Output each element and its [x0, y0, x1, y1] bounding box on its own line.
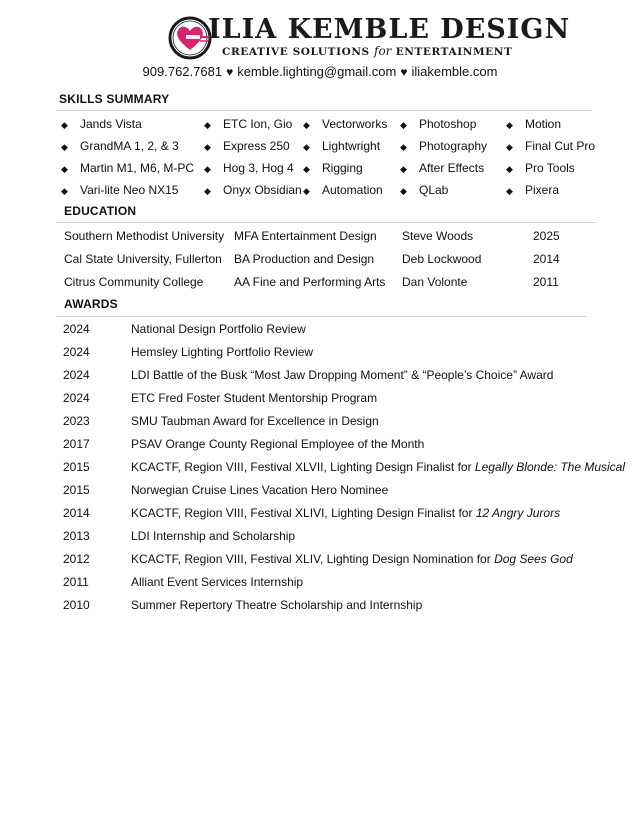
- diamond-bullet-icon: ◆: [61, 120, 68, 130]
- award-year: 2011: [63, 575, 89, 589]
- diamond-bullet-icon: ◆: [303, 164, 310, 174]
- award-year: 2014: [63, 506, 90, 520]
- skills-divider: [56, 110, 592, 111]
- award-text: LDI Battle of the Busk “Most Jaw Dropping Moment” & “People’s Choice” Award: [131, 368, 554, 382]
- edu-school: Southern Methodist University: [64, 229, 225, 243]
- edu-school: Cal State University, Fullerton: [64, 252, 222, 266]
- diamond-bullet-icon: ◆: [204, 164, 211, 174]
- skill-label: Jands Vista: [80, 117, 142, 131]
- phone-number[interactable]: 909.762.7681: [142, 64, 223, 79]
- award-row: [63, 436, 623, 452]
- heart-separator-icon: ♥: [400, 65, 408, 79]
- edu-advisor: Dan Volonte: [402, 275, 468, 289]
- award-row: [63, 367, 623, 383]
- skills-heading: SKILLS SUMMARY: [59, 92, 170, 106]
- skill-label: Lightwright: [322, 139, 381, 153]
- award-year: 2024: [63, 368, 90, 382]
- heart-separator-icon: ♥: [226, 65, 234, 79]
- award-description: [131, 436, 424, 452]
- award-year: 2023: [63, 414, 90, 428]
- skill-label: Vectorworks: [322, 117, 388, 131]
- award-text: KCACTF, Region VIII, Festival XLVII, Lighting Design Finalist for: [131, 460, 475, 474]
- award-row: [63, 551, 623, 567]
- diamond-bullet-icon: ◆: [506, 120, 513, 130]
- award-text: Summer Repertory Theatre Scholarship and Internship: [131, 598, 423, 612]
- skill-label: ETC Ion, Gio: [223, 117, 293, 131]
- award-year: 2015: [63, 460, 90, 474]
- skill-label: Automation: [322, 183, 383, 197]
- award-row: [63, 482, 623, 498]
- skill-label: Onyx Obsidian: [223, 183, 302, 197]
- education-heading: EDUCATION: [64, 204, 137, 218]
- award-description: [131, 505, 560, 521]
- award-text: KCACTF, Region VIII, Festival XLIV, Lighting Design Nomination for: [131, 552, 495, 566]
- award-text: Hemsley Lighting Portfolio Review: [131, 345, 314, 359]
- contact-line: [0, 63, 640, 81]
- tagline-for: for: [374, 44, 392, 58]
- diamond-bullet-icon: ◆: [204, 120, 211, 130]
- diamond-bullet-icon: ◆: [400, 142, 407, 152]
- edu-year: 2011: [533, 275, 559, 289]
- award-description: [131, 459, 625, 475]
- award-year: 2024: [63, 391, 90, 405]
- award-row: [63, 344, 623, 360]
- diamond-bullet-icon: ◆: [400, 120, 407, 130]
- award-description: [131, 597, 422, 613]
- award-description: [131, 528, 295, 544]
- diamond-bullet-icon: ◆: [400, 186, 407, 196]
- award-description: [131, 551, 573, 567]
- awards-heading: AWARDS: [64, 297, 118, 311]
- skill-label: Express 250: [223, 139, 290, 153]
- brand-title: ILIA KEMBLE DESIGN: [208, 14, 571, 45]
- awards-divider: [56, 316, 586, 317]
- award-text: Alliant Event Services Internship: [131, 575, 304, 589]
- skill-label: Photography: [419, 139, 488, 153]
- diamond-bullet-icon: ◆: [303, 120, 310, 130]
- skill-label: Motion: [525, 117, 562, 131]
- diamond-bullet-icon: ◆: [61, 186, 68, 196]
- award-row: [63, 505, 623, 521]
- award-description: [131, 482, 388, 498]
- diamond-bullet-icon: ◆: [61, 142, 68, 152]
- award-year: 2024: [63, 322, 90, 336]
- award-description: [131, 367, 553, 383]
- edu-school: Citrus Community College: [64, 275, 204, 289]
- award-description: [131, 413, 379, 429]
- award-description: [131, 344, 313, 360]
- award-text: Norwegian Cruise Lines Vacation Hero Nominee: [131, 483, 389, 497]
- diamond-bullet-icon: ◆: [204, 186, 211, 196]
- award-text: SMU Taubman Award for Excellence in Design: [131, 414, 379, 428]
- award-row: [63, 574, 623, 590]
- diamond-bullet-icon: ◆: [303, 186, 310, 196]
- award-text: LDI Internship and Scholarship: [131, 529, 296, 543]
- brand-tagline: [222, 44, 512, 59]
- award-text: National Design Portfolio Review: [131, 322, 306, 336]
- tagline-part-1: CREATIVE SOLUTIONS: [222, 46, 370, 58]
- diamond-bullet-icon: ◆: [400, 164, 407, 174]
- heart-logo-icon: [166, 14, 214, 62]
- tagline-part-2: ENTERTAINMENT: [395, 46, 513, 58]
- diamond-bullet-icon: ◆: [61, 164, 68, 174]
- diamond-bullet-icon: ◆: [204, 142, 211, 152]
- edu-advisor: Steve Woods: [402, 229, 474, 243]
- edu-degree: MFA Entertainment Design: [234, 229, 377, 243]
- skill-label: Photoshop: [419, 117, 477, 131]
- award-year: 2017: [63, 437, 90, 451]
- award-description: [131, 390, 377, 406]
- award-year: 2012: [63, 552, 90, 566]
- edu-year: 2025: [533, 229, 560, 243]
- edu-year: 2014: [533, 252, 560, 266]
- skill-label: After Effects: [419, 161, 485, 175]
- skill-label: Pro Tools: [525, 161, 575, 175]
- diamond-bullet-icon: ◆: [506, 142, 513, 152]
- award-row: [63, 413, 623, 429]
- diamond-bullet-icon: ◆: [506, 164, 513, 174]
- skill-label: Hog 3, Hog 4: [223, 161, 294, 175]
- award-year: 2010: [63, 598, 90, 612]
- award-text: ETC Fred Foster Student Mentorship Program: [131, 391, 378, 405]
- award-row: [63, 528, 623, 544]
- education-divider: [56, 222, 596, 223]
- award-description: [131, 321, 306, 337]
- award-row: [63, 321, 623, 337]
- website-link[interactable]: iliakemble.com: [411, 64, 498, 79]
- skill-label: Vari-lite Neo NX15: [80, 183, 179, 197]
- award-production-title: 12 Angry Jurors: [475, 506, 561, 520]
- email-link[interactable]: kemble.lighting@gmail.com: [237, 64, 397, 79]
- edu-degree: BA Production and Design: [234, 252, 375, 266]
- award-row: [63, 597, 623, 613]
- award-year: 2024: [63, 345, 90, 359]
- skill-label: Final Cut Pro: [525, 139, 596, 153]
- award-text: KCACTF, Region VIII, Festival XLIVI, Lighting Design Finalist for: [131, 506, 476, 520]
- award-row: [63, 390, 623, 406]
- diamond-bullet-icon: ◆: [506, 186, 513, 196]
- award-row: [63, 459, 626, 475]
- skill-label: QLab: [419, 183, 449, 197]
- skill-label: GrandMA 1, 2, & 3: [80, 139, 179, 153]
- edu-degree: AA Fine and Performing Arts: [234, 275, 386, 289]
- diamond-bullet-icon: ◆: [303, 142, 310, 152]
- award-text: PSAV Orange County Regional Employee of the Month: [131, 437, 425, 451]
- award-description: [131, 574, 303, 590]
- edu-advisor: Deb Lockwood: [402, 252, 482, 266]
- award-production-title: Legally Blonde: The Musical: [474, 460, 626, 474]
- award-year: 2013: [63, 529, 90, 543]
- skill-label: Martin M1, M6, M-PC: [80, 161, 195, 175]
- award-production-title: Dog Sees God: [494, 552, 573, 566]
- award-year: 2015: [63, 483, 90, 497]
- skill-label: Pixera: [525, 183, 560, 197]
- skill-label: Rigging: [322, 161, 363, 175]
